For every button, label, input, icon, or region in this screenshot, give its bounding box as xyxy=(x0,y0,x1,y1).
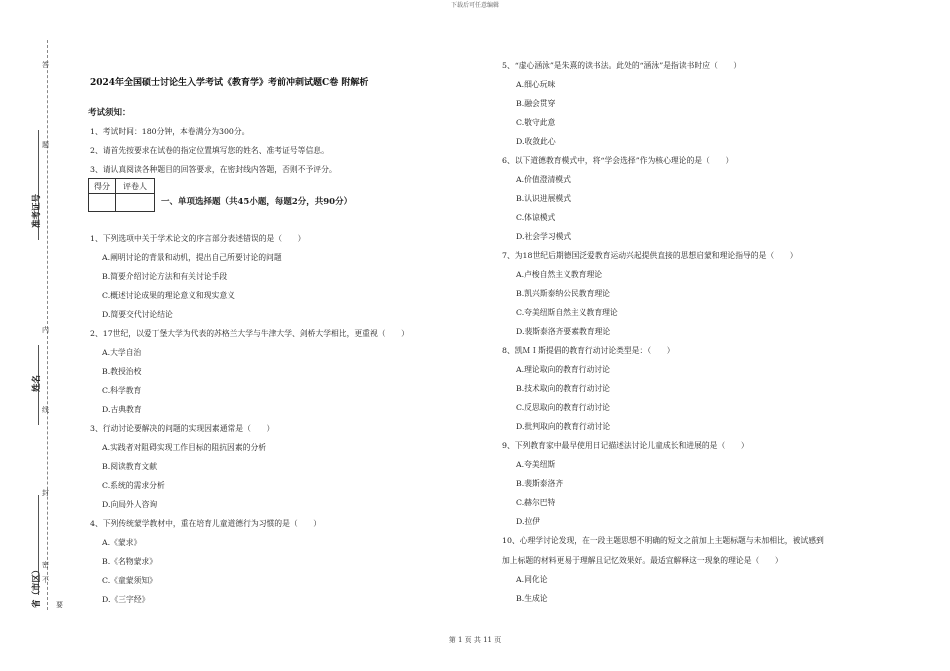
question-option: D.裴斯泰洛齐要素教育理论 xyxy=(516,327,611,336)
question-stem: 2、17世纪，以爱丁堡大学为代表的苏格兰大学与牛津大学、剑桥大学相比，更重视（ ） xyxy=(90,329,409,338)
question-option: B.融会贯穿 xyxy=(516,99,556,108)
grader-label: 评卷人 xyxy=(116,179,155,194)
question-option: C.概述讨论成果的理论意义和现实意义 xyxy=(102,291,235,300)
question-option: A.同化论 xyxy=(516,575,548,584)
exam-title: 2024年全国硕士讨论生入学考试《教育学》考前冲刺试题C卷 附解析 xyxy=(90,78,369,88)
question-option: B.生成论 xyxy=(516,594,548,603)
top-note: 下载后可任意编辑 xyxy=(450,2,499,9)
question-option: B.凯兴斯泰纳公民教育理论 xyxy=(516,289,610,298)
question-option: B.裴斯泰洛齐 xyxy=(516,479,564,488)
question-option: D.《三字经》 xyxy=(102,595,150,604)
question-option: B.《名物蒙求》 xyxy=(102,557,157,566)
question-stem: 10、心理学讨论发现，在一段主题思想不明确的短文之前加上主题标题与未加相比，被试感到 xyxy=(502,536,824,545)
seal-char-nei: 内 xyxy=(42,326,49,334)
question-stem: 1、下列选项中关于学术论文的序言部分表述错误的是（ ） xyxy=(90,234,306,243)
page-footer: 第 1 页 共 11 页 xyxy=(448,636,502,644)
notice-item: 3、请认真阅读各种题目的回答要求，在密封线内答题，否则不予评分。 xyxy=(90,165,337,174)
seal-char-yao: 要 xyxy=(56,601,63,609)
label-shengshi: 省（市区） xyxy=(32,565,42,608)
notice-item: 1、考试时间：180分钟，本卷满分为300分。 xyxy=(90,127,250,136)
question-option: B.技术取向的教育行动讨论 xyxy=(516,384,610,393)
question-option: D.古典教育 xyxy=(102,405,142,414)
question-stem: 5、“虚心涵泳”是朱熹的读书法。此处的“涵泳”是指读书时应（ ） xyxy=(502,61,742,70)
seal-char-mi: 密 xyxy=(42,561,49,569)
question-stem: 9、下列教育家中最早使用日记描述法讨论儿童成长和进展的是（ ） xyxy=(502,441,749,450)
question-option: A.夸美纽斯 xyxy=(516,460,556,469)
question-stem-continued: 加上标题的材料更易于理解且记忆效果好。最适宜解释这一现象的理论是（ ） xyxy=(502,556,783,565)
label-zhunkao: 准考证号 xyxy=(32,193,42,228)
binding-margin xyxy=(0,0,70,671)
question-option: C.反思取向的教育行动讨论 xyxy=(516,403,610,412)
question-option: C.科学教育 xyxy=(102,386,142,395)
question-stem: 3、行动讨论要解决的问题的实现因素通常是（ ） xyxy=(90,424,275,433)
question-option: C.赫尔巴特 xyxy=(516,498,556,507)
question-option: C.敬守此意 xyxy=(516,118,556,127)
question-option: B.阅读教育文献 xyxy=(102,462,157,471)
question-stem: 6、以下道德教育模式中，将“学会选择”作为核心理论的是（ ） xyxy=(502,156,734,165)
section-heading: 一、单项选择题（共45小题，每题2分，共90分） xyxy=(161,197,353,207)
question-option: B.教授治校 xyxy=(102,367,142,376)
question-option: D.收敛此心 xyxy=(516,137,556,146)
question-option: C.体谅模式 xyxy=(516,213,556,222)
question-stem: 4、下列传统蒙学教材中，重在培育儿童道德行为习惯的是（ ） xyxy=(90,519,322,528)
score-label: 得分 xyxy=(89,179,116,194)
seal-char-feng: 封 xyxy=(42,489,49,497)
question-option: A.大学自治 xyxy=(102,348,142,357)
question-option: D.向局外人咨询 xyxy=(102,500,158,509)
question-option: A.卢梭自然主义教育理论 xyxy=(516,270,603,279)
notice-item: 2、请首先按要求在试卷的指定位置填写您的姓名、准考证号等信息。 xyxy=(90,146,329,155)
question-option: A.细心玩味 xyxy=(516,80,556,89)
notice-heading: 考试须知： xyxy=(88,108,131,118)
seal-char-bu: 不 xyxy=(42,576,49,584)
question-option: C.夸美纽斯自然主义教育理论 xyxy=(516,308,618,317)
question-option: D.拉伊 xyxy=(516,517,541,526)
seal-char-xian: 线 xyxy=(42,406,49,414)
question-stem: 8、凯ＭＩ斯提倡的教育行动讨论类型是：（ ） xyxy=(502,346,675,355)
question-option: A.价值澄清模式 xyxy=(516,175,571,184)
question-option: A.《蒙求》 xyxy=(102,538,142,547)
question-option: D.简要交代讨论结论 xyxy=(102,310,173,319)
grader-cell xyxy=(116,194,155,212)
question-option: C.《童蒙须知》 xyxy=(102,576,157,585)
question-option: B.简要介绍讨论方法和有关讨论手段 xyxy=(102,272,228,281)
question-option: D.社会学习模式 xyxy=(516,232,572,241)
score-box xyxy=(88,178,155,212)
question-option: A.阐明讨论的背景和动机，提出自己所要讨论的问题 xyxy=(102,253,282,262)
question-stem: 7、为18世纪后期德国泛爱教育运动兴起提供直接的思想启蒙和理论指导的是（ ） xyxy=(502,251,798,260)
seal-char-da: 答 xyxy=(42,61,49,69)
question-option: A.理论取向的教育行动讨论 xyxy=(516,365,610,374)
question-option: C.系统的需求分析 xyxy=(102,481,165,490)
question-option: B.认识进展模式 xyxy=(516,194,571,203)
question-option: D.批判取向的教育行动讨论 xyxy=(516,422,611,431)
label-xingming: 姓名 xyxy=(32,374,42,392)
question-option: A.实践者对阻碍实现工作目标的阻抗因素的分析 xyxy=(102,443,267,452)
score-cell xyxy=(89,194,116,212)
seal-char-ti: 题 xyxy=(42,141,49,149)
